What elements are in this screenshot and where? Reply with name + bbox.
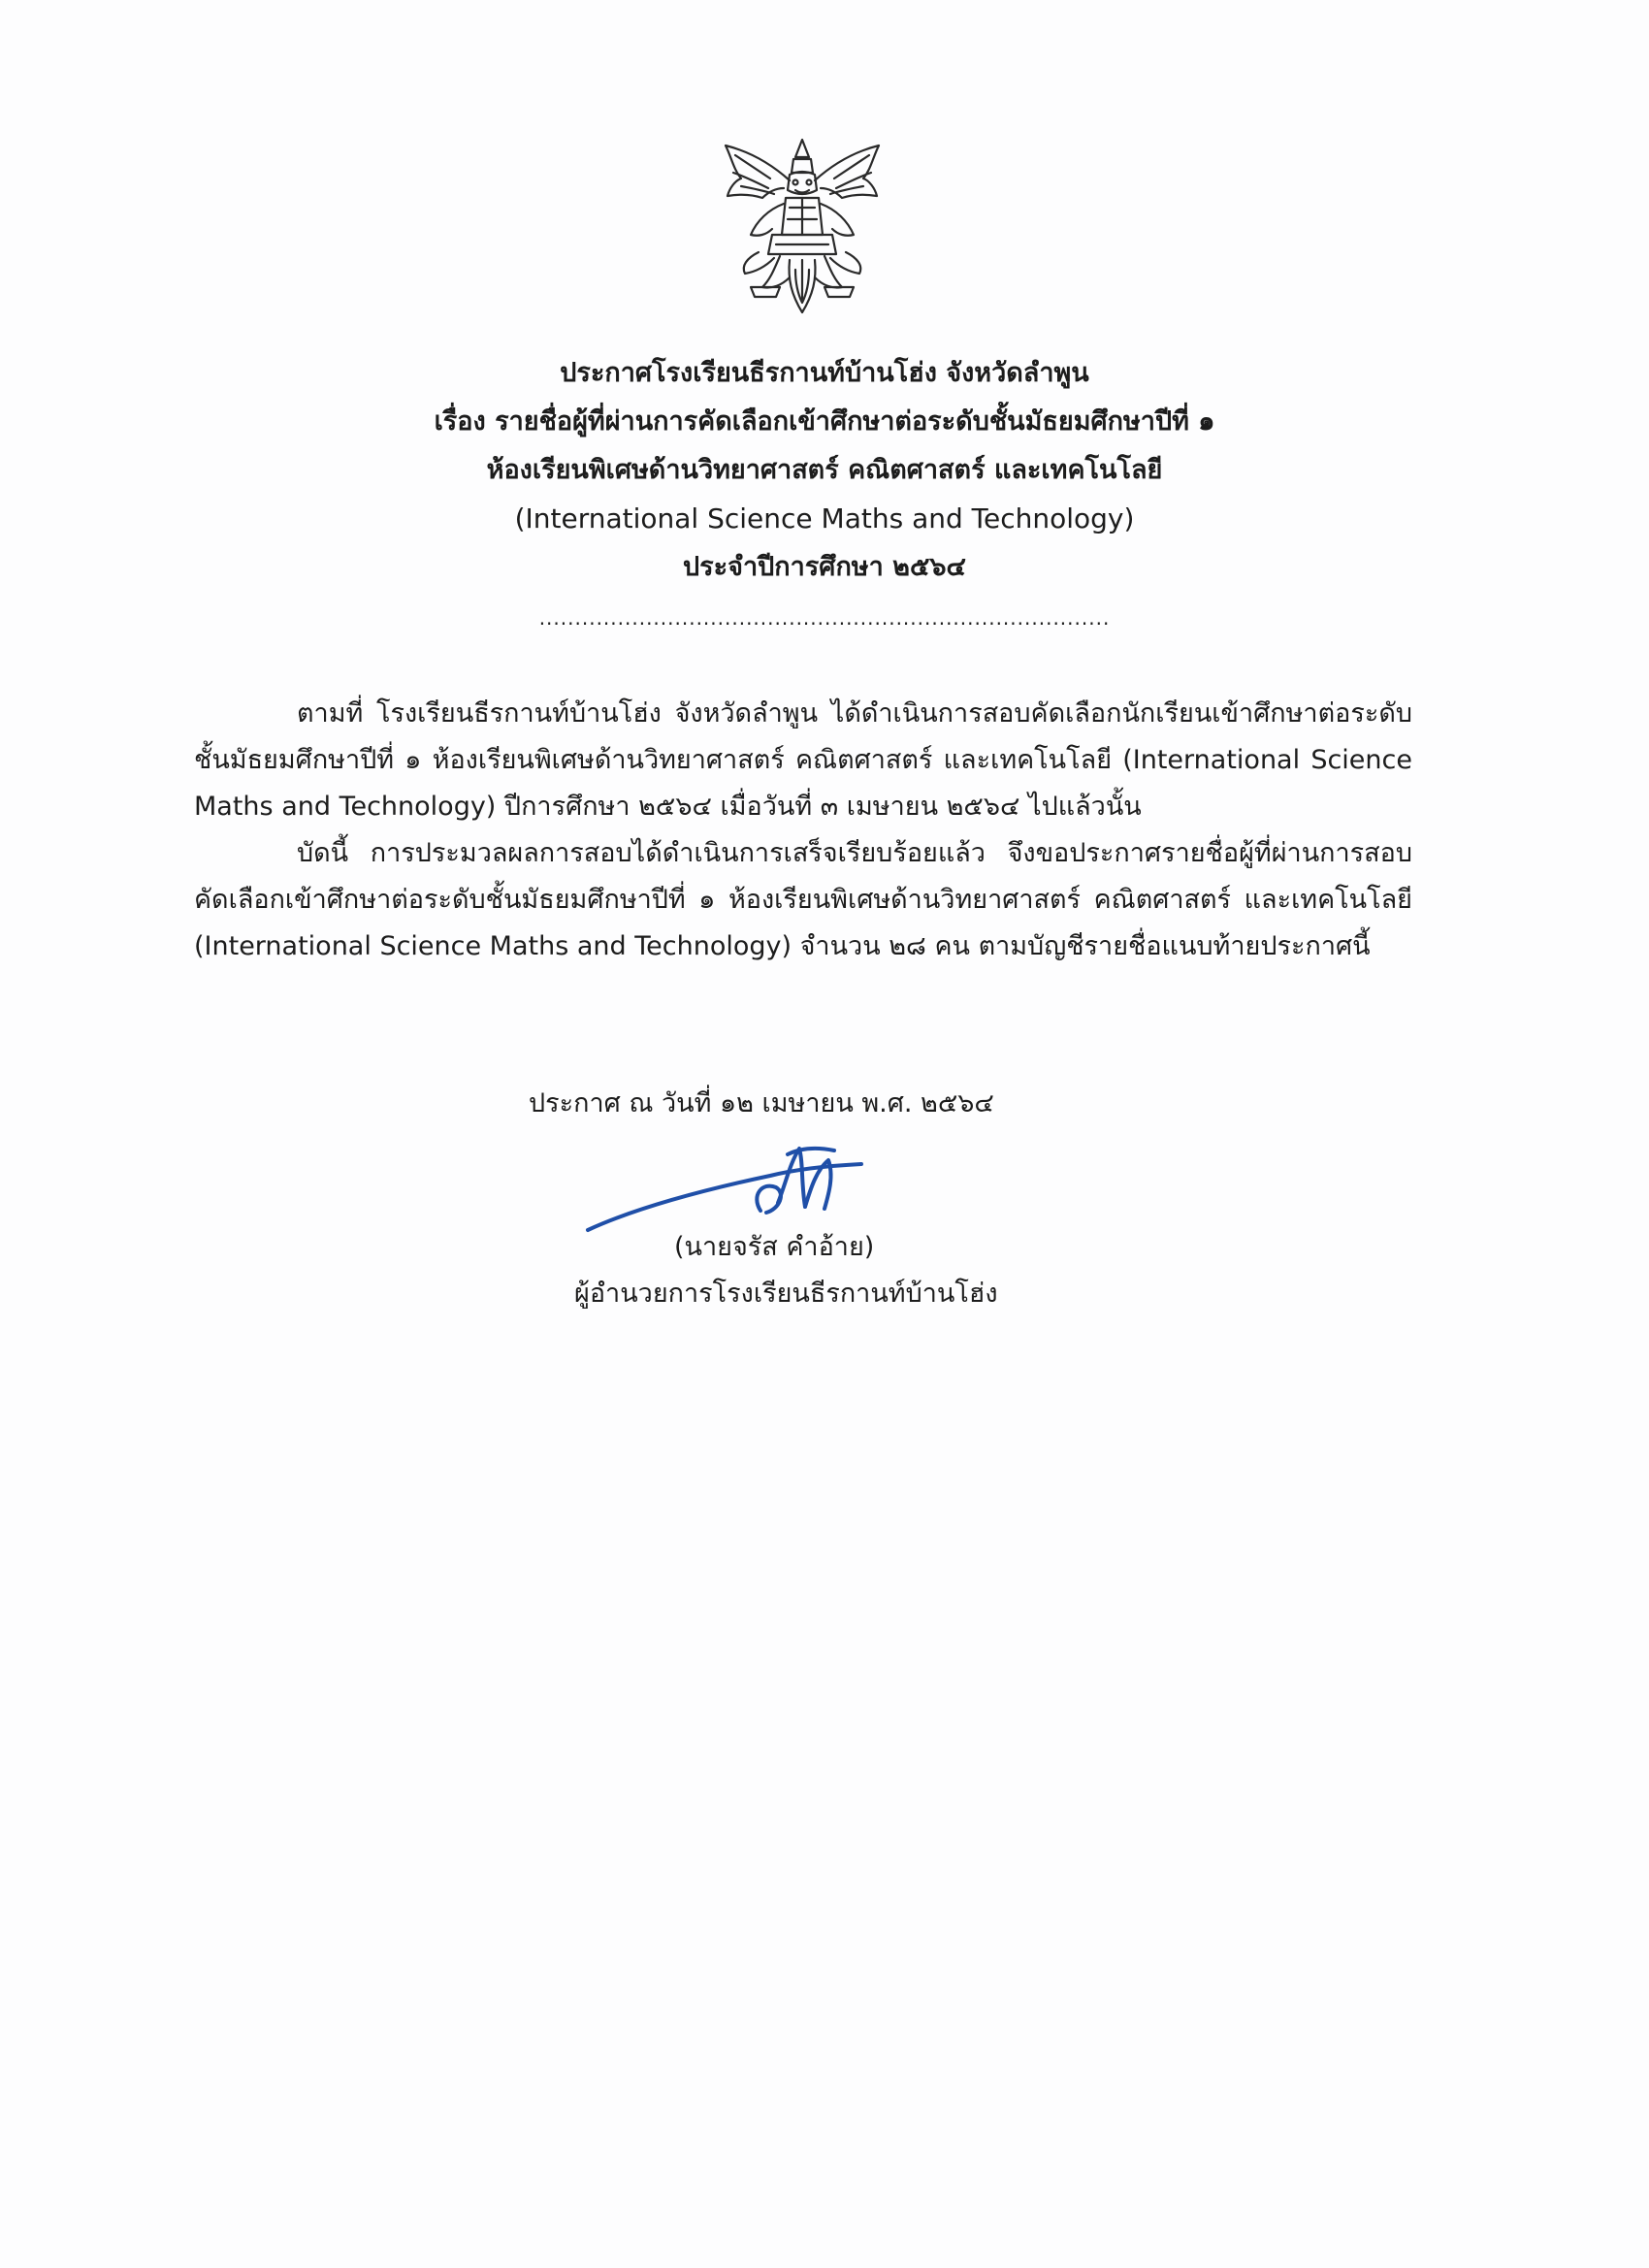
heading-line-program-english: (International Science Maths and Technology)	[514, 502, 1135, 535]
body-paragraph-1: ตามที่ โรงเรียนธีรกานท์บ้านโฮ่ง จังหวัดลำพูน ได้ดำเนินการสอบคัดเลือกนักเรียนเข้าศึกษาต่อระดับชั้นมัธยมศึกษาปีที่ ๑ ห้องเรียนพิเศษด้านวิทยาศาสตร์ คณิตศาสตร์ และเทคโนโลยี (International Science Maths and Technology) ปีการศึกษา ๒๕๖๔ เมื่อวันที่ ๓ เมษายน ๒๕๖๔ ไปแล้วนั้น	[194, 698, 1412, 822]
heading-line-academic-year: ประจำปีการศึกษา ๒๕๖๔	[683, 552, 966, 582]
heading-line-subject: เรื่อง รายชื่อผู้ที่ผ่านการคัดเลือกเข้าศึกษาต่อระดับชั้นมัธยมศึกษาปีที่ ๑	[434, 406, 1215, 437]
signer-name: (นายจรัส คำอ้าย)	[674, 1232, 875, 1262]
announcement-date: ประกาศ ณ วันที่ ๑๒ เมษายน พ.ศ. ๒๕๖๔	[529, 1088, 994, 1118]
announcement-heading	[194, 349, 1455, 632]
announcement-body	[194, 691, 1412, 970]
body-paragraph-2: บัดนี้ การประมวลผลการสอบได้ดำเนินการเสร็จเรียบร้อยแล้ว จึงขอประกาศรายชื่อผู้ที่ผ่านการสอบคัดเลือกเข้าศึกษาต่อระดับชั้นมัธยมศึกษาปีที่ ๑ ห้องเรียนพิเศษด้านวิทยาศาสตร์ คณิตศาสตร์ และเทคโนโลยี (International Science Maths and Technology) จำนวน ๒๘ คน ตามบัญชีรายชื่อแนบท้ายประกาศนี้	[194, 838, 1412, 961]
heading-line-school: ประกาศโรงเรียนธีรกานท์บ้านโฮ่ง จังหวัดลำพูน	[560, 358, 1089, 388]
signer-title: ผู้อำนวยการโรงเรียนธีรกานท์บ้านโฮ่ง	[574, 1279, 998, 1309]
heading-line-program: ห้องเรียนพิเศษด้านวิทยาศาสตร์ คณิตศาสตร์ และเทคโนโลยี	[486, 455, 1163, 485]
heading-separator: ................................................................................	[538, 606, 1111, 630]
garuda-emblem-icon	[712, 134, 892, 320]
